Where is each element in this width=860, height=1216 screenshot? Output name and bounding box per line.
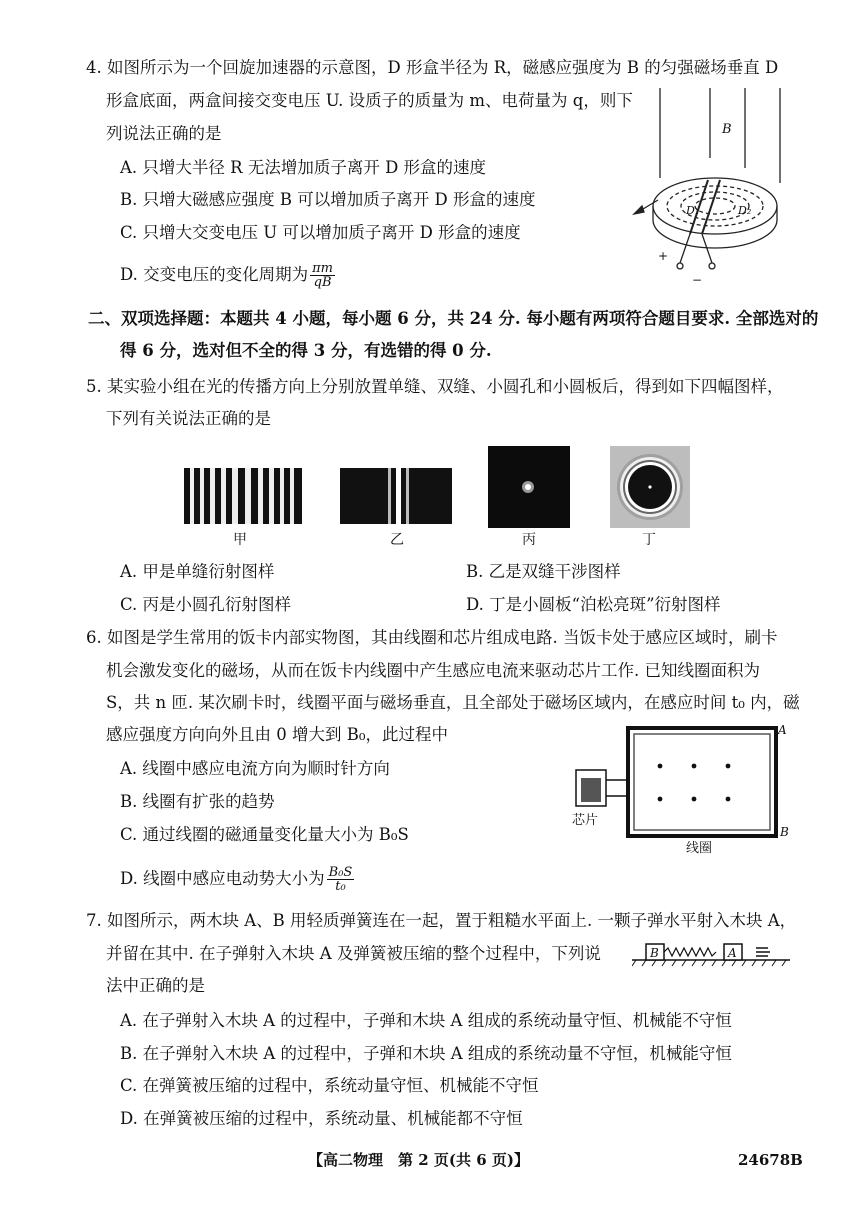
q5-option-c[interactable]: C. 丙是小圆孔衍射图样 [120,595,292,614]
q7-stem-line1: 7. 如图所示，两木块 A、B 用轻质弹簧连在一起，置于粗糙水平面上. 一颗子弹水平射入木块 A， [86,911,797,930]
q6-option-b[interactable]: B. 线圈有扩张的趋势 [120,792,275,811]
q4-option-d-text: D. 交变电压的变化周期为 [120,265,309,284]
q4-stem-line1: 4. 如图所示为一个回旋加速器的示意图，D 形盒半径为 R，磁感应强度为 B 的匀强磁场垂直 D [86,58,779,77]
q7-option-d[interactable]: D. 在弹簧被压缩的过程中，系统动量、机械能都不守恒 [120,1109,523,1128]
q7-stem-line3: 法中正确的是 [106,976,205,995]
q5-option-b[interactable]: B. 乙是双缝干涉图样 [466,562,621,581]
block-b-label: B [650,946,659,960]
q7-option-c[interactable]: C. 在弹簧被压缩的过程中，系统动量守恒、机械能不守恒 [120,1076,539,1095]
q4-option-d[interactable] [120,262,337,289]
coil-label: 线圈 [686,841,713,856]
pattern-jia-image [184,468,302,524]
pattern-bing-image [488,446,570,528]
q6-option-d[interactable] [120,866,356,893]
pattern-yi-caption: 乙 [390,532,404,548]
q4-option-c[interactable]: C. 只增大交变电压 U 可以增加质子离开 D 形盒的速度 [120,223,521,242]
cyclotron-figure [620,88,800,288]
q7-option-a[interactable]: A. 在子弹射入木块 A 的过程中，子弹和木块 A 组成的系统动量守恒、机械能不守恒 [120,1011,732,1030]
section2-heading-line2: 得 6 分，选对但不全的得 3 分，有选错的得 0 分. [120,341,492,360]
q4-stem-line2: 形盒底面，两盒间接交变电压 U. 设质子的质量为 m、电荷量为 q，则下 [106,91,633,110]
cyclotron-label-d1: D₁ [686,204,700,217]
q4-option-a[interactable]: A. 只增大半径 R 无法增加质子离开 D 形盒的速度 [120,158,487,177]
footer-page-info: 【高二物理 第 2 页(共 6 页)】 [308,1151,529,1169]
q5-option-a[interactable]: A. 甲是单缝衍射图样 [120,562,275,581]
q4-option-b[interactable]: B. 只增大磁感应强度 B 可以增加质子离开 D 形盒的速度 [120,190,536,209]
cyclotron-label-b: B [722,122,732,137]
q6-stem-line3: S，共 n 匝. 某次刷卡时，线圈平面与磁场垂直，且全部处于磁场区域内，在感应时间 t₀ 内，磁 [106,693,800,712]
q6-option-c[interactable]: C. 通过线圈的磁通量变化量大小为 B₀S [120,825,409,844]
cyclotron-label-d2: D₂ [738,204,752,217]
q5-option-d[interactable]: D. 丁是小圆板“泊松亮斑”衍射图样 [466,595,721,614]
q6-stem-line2: 机会激发变化的磁场，从而在饭卡内线圈中产生感应电流来驱动芯片工作. 已知线圈面积为 [106,661,760,680]
q6-option-a[interactable]: A. 线圈中感应电流方向为顺时针方向 [120,759,390,778]
pattern-jia-caption: 甲 [233,532,247,548]
section2-heading-line1: 二、双项选择题：本题共 4 小题，每小题 6 分，共 24 分. 每小题有两项符合题目要求. 全部选对的 [88,309,819,328]
q4-stem-line3: 列说法正确的是 [106,124,222,143]
footer-exam-code: 24678B [738,1151,803,1169]
blocks-spring-figure [632,938,792,970]
pattern-ding-caption: 丁 [642,532,656,548]
q4-period-fraction: $\frac{\pi m}{qB}$ [312,261,334,290]
q5-stem-line2: 下列有关说法正确的是 [106,409,271,428]
pattern-ding-image [610,446,690,528]
pattern-yi-image [340,468,452,524]
q7-option-b[interactable]: B. 在子弹射入木块 A 的过程中，子弹和木块 A 组成的系统动量不守恒，机械能守恒 [120,1044,732,1063]
block-a-label: A [728,946,737,960]
coil-corner-a-label: A [778,723,787,737]
cyclotron-label-plus: + [658,249,669,263]
q5-stem-line1: 5. 某实验小组在光的传播方向上分别放置单缝、双缝、小圆孔和小圆板后，得到如下四幅图样， [86,377,784,396]
coil-corner-b-label: B [780,825,789,839]
chip-label: 芯片 [572,813,599,828]
q6-stem-line1: 6. 如图是学生常用的饭卡内部实物图，其由线圈和芯片组成电路. 当饭卡处于感应区域时，刷卡 [86,628,778,647]
pattern-bing-caption: 丙 [522,532,536,548]
cyclotron-label-minus: − [692,273,703,287]
q6-stem-line4: 感应强度方向向外且由 0 增大到 B₀，此过程中 [106,725,448,744]
card-coil-figure [572,722,794,858]
q6-option-d-text: D. 线圈中感应电动势大小为 [120,869,325,888]
q7-stem-line2: 并留在其中. 在子弹射入木块 A 及弹簧被压缩的整个过程中，下列说 [106,944,601,963]
q6-emf-fraction: $\frac{\text{B₀S}}{\text{t₀}}$ [328,865,353,894]
